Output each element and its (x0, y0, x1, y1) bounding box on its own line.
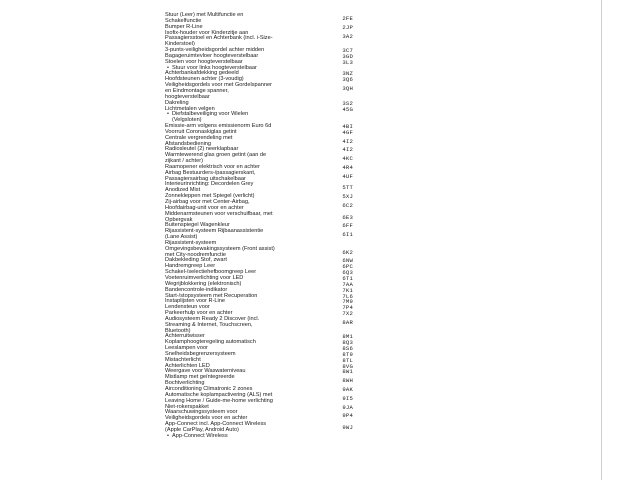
option-description: Middenarmsteunen voor verschuifbaar, met (165, 210, 273, 217)
option-description: Zij-airbag voor met Center-Airbag, (165, 199, 250, 205)
option-code: 4I2 (342, 146, 353, 154)
option-description: Hoofdairbag-unit voor en achter (165, 204, 244, 211)
option-description: Emissie-arm volgens emissienorm Euro 6d (165, 123, 272, 130)
option-description: Hoofdsteunen achter (3-voudig) (165, 76, 244, 83)
option-description: Omgevingsbewakingssysteem (Front assist) (165, 245, 275, 252)
option-code: 6I1 (342, 231, 353, 239)
option-description: Snelheidsbegrenzersysteem (165, 350, 236, 357)
option-description: Automatische koplampactivering (ALS) met (165, 391, 273, 398)
option-code: 6C2 (342, 202, 353, 209)
option-description: Stuur (Leer) met Multifunctie en (165, 12, 244, 18)
option-code: 9P4 (342, 412, 353, 420)
option-code: 5TT (342, 184, 353, 192)
option-description: Warmtewerend glas groen getint (aan de (165, 152, 267, 159)
option-code: 7L6 (342, 292, 353, 300)
option-row (165, 317, 355, 335)
option-description: App-Connect incl. App-Connect Wireless (165, 421, 267, 428)
option-row (165, 422, 355, 440)
option-description: Radiosleutel (2) neerklapbaar (165, 146, 239, 153)
option-code: 9I5 (342, 394, 353, 402)
option-code: 2JP (342, 23, 353, 31)
option-row (165, 107, 355, 125)
option-code: 7X2 (342, 310, 353, 318)
option-description: Rijassistent-systeem Rijbaanassistentie (165, 228, 264, 235)
option-code: 8M1 (342, 333, 353, 341)
option-description: Bandencontrole-indikator (165, 286, 228, 293)
option-description: Schakel-/selectiehefboomgreep Leer (165, 269, 257, 276)
option-code: 3GD (342, 52, 353, 60)
option-code: 8TL (342, 356, 353, 364)
option-code: 4I2 (342, 137, 353, 145)
option-code: 8W1 (342, 368, 353, 376)
option-description: Leeslampen voor (165, 345, 208, 352)
option-description: Anodized Mist (165, 187, 201, 194)
option-description: en Eindmontage spanner, hoogteverstelbaar (165, 87, 229, 100)
option-code: 6E3 (342, 213, 353, 221)
option-description: Achterlichten LED (165, 362, 210, 369)
option-description: Raamopener elektrisch voor en achter (165, 163, 260, 170)
option-description: Start-/stopsysteem met Recuperation (165, 292, 258, 299)
option-code: 4UF (342, 172, 353, 180)
option-description: Interieurinrichting: Decordelen Grey (165, 181, 254, 188)
option-description: Veiligheidsgordels voor en achter (165, 415, 248, 422)
option-description: (Apple CarPlay, Android Auto) (165, 426, 239, 433)
option-description: Achterruitwisser (165, 333, 205, 340)
option-description: (Lane Assist) (165, 234, 198, 241)
option-code: 3Q6 (342, 76, 353, 84)
option-description: Veiligheidsgordels voor met Gordelspanner (165, 82, 272, 89)
option-description: Opbergvak (165, 216, 193, 223)
option-description: Schakelfunctie (165, 17, 202, 24)
option-code: 9JA (342, 403, 353, 411)
option-code: 9AK (342, 386, 353, 393)
option-description: Passagiersairbag uitschakelbaar (165, 175, 246, 182)
option-code: 45G (342, 105, 353, 113)
option-description: Bluetooth) (165, 327, 191, 334)
option-sub-item: • Stuur voor links hoogteverstelbaar (165, 66, 282, 72)
options-list (165, 13, 355, 440)
option-description: Afstandsbediening (165, 140, 212, 147)
option-description: met City-noodremfunctie (165, 251, 226, 258)
option-description: Dakbekleding Stof, zwart (165, 257, 227, 264)
option-sub-item: (Velgsloten) (172, 117, 202, 124)
option-row (165, 13, 355, 25)
option-code: 8AR (342, 318, 353, 326)
option-description: Koplamphoogteregeling automatisch (165, 339, 256, 346)
option-code: 6PC (342, 263, 353, 271)
option-description: Achterbankafdekking gedeeld (165, 70, 239, 77)
option-code: 6K2 (342, 248, 353, 256)
option-description: Waarschuwingssysteem voor (165, 409, 238, 416)
option-description: Centrale vergrendeling met (165, 134, 233, 141)
option-description: Airconditioning Climatronic 2 zones (165, 386, 253, 392)
option-code: 7M9 (342, 298, 353, 306)
page-edge-divider (601, 0, 602, 480)
option-description: Stoelen voor hoogteverstelbaar (165, 58, 243, 65)
option-description: Weergave voor Waswaterniveau (165, 368, 246, 375)
option-code: 6T1 (342, 274, 353, 282)
option-description: Bagageruimtevloer hoogteverstelbaar (165, 52, 259, 59)
option-description: Handremgreep Leer (165, 263, 216, 270)
option-description: Zonnekleppen met Spiegel (verlicht) (165, 193, 255, 200)
option-description: Streaming & Internet, Touchscreen, (165, 321, 253, 328)
option-description: Dakreling (165, 99, 189, 106)
option-description: Leaving Home / Guide-me-home verlichting (165, 397, 273, 404)
option-description: Kinderstoel) (165, 41, 195, 48)
option-description: Audiosysteem Ready 2 Discover (incl. (165, 315, 260, 322)
option-code: 6Q3 (342, 269, 353, 277)
option-code: 5XJ (342, 193, 353, 201)
option-description: Wegrijblokkering (elektronisch) (165, 280, 242, 287)
option-code: 8T9 (342, 350, 353, 358)
option-description: Isofix-houder voor Kinderzitje aan (165, 29, 249, 36)
option-code: 4KC (342, 155, 353, 163)
option-description: Passagiersstoel en Achterbank (incl. i-Size- (165, 35, 273, 42)
option-code: 8WH (342, 377, 353, 385)
option-code: 7AA (342, 280, 353, 288)
option-description: Parkeerhulp voor en achter (165, 310, 233, 317)
option-code: 8Q3 (342, 339, 353, 347)
option-code: 8S6 (342, 345, 353, 353)
option-description: Lichtmetalen velgen (165, 105, 215, 112)
option-description: Mistachterlicht (165, 356, 201, 363)
option-description: Voorruit Coronaskiglas getint (165, 128, 237, 135)
option-code: 4BI (342, 123, 353, 131)
option-code: 3S2 (342, 99, 353, 107)
option-description: Bochtverlichting (165, 380, 205, 387)
option-description: Mistlamp met geïntegreerde (165, 374, 235, 381)
option-code: 3QH (342, 85, 353, 93)
option-code: 8VG (342, 362, 353, 370)
option-description: Buitenspiegel Wagenkleur (165, 222, 230, 229)
option-description: 3-punts-veiligheidsgordel achter midden (165, 47, 265, 54)
option-code: 6NW (342, 257, 353, 265)
option-description: Instaplijsten voor R-Line (165, 298, 226, 305)
option-code: 6FF (342, 222, 353, 230)
option-sub-item: • Diefstalbeveiliging voor Wielen (165, 112, 282, 118)
option-code: 3NZ (342, 70, 353, 78)
option-code: 7K1 (342, 286, 353, 294)
option-code: 4R4 (342, 163, 353, 171)
option-code: 7P4 (342, 304, 353, 312)
option-description: Bumper R-Line (165, 23, 203, 30)
option-code: 3L3 (342, 58, 353, 66)
option-row (165, 31, 355, 49)
option-row (165, 393, 355, 405)
option-description: Rijassistent-systeem (165, 239, 217, 246)
option-code: 2FE (342, 15, 353, 22)
option-description: Lendensteun voor (165, 304, 210, 311)
option-code: 3A2 (342, 32, 353, 40)
option-code: 4GF (342, 128, 353, 136)
option-description: Airbag Bestuurders-/passagierskant, (165, 169, 256, 176)
option-row (165, 200, 355, 212)
option-description: Niet-rokerspakket (165, 403, 209, 410)
option-sub-item: • App-Connect Wireless (165, 434, 282, 440)
option-code: 9WJ (342, 424, 353, 432)
option-code: 3C7 (342, 47, 353, 55)
option-description: Voetenruimverlichting voor LED (165, 274, 244, 281)
option-description: zijkant / achter) (165, 158, 203, 165)
option-row (165, 83, 355, 101)
